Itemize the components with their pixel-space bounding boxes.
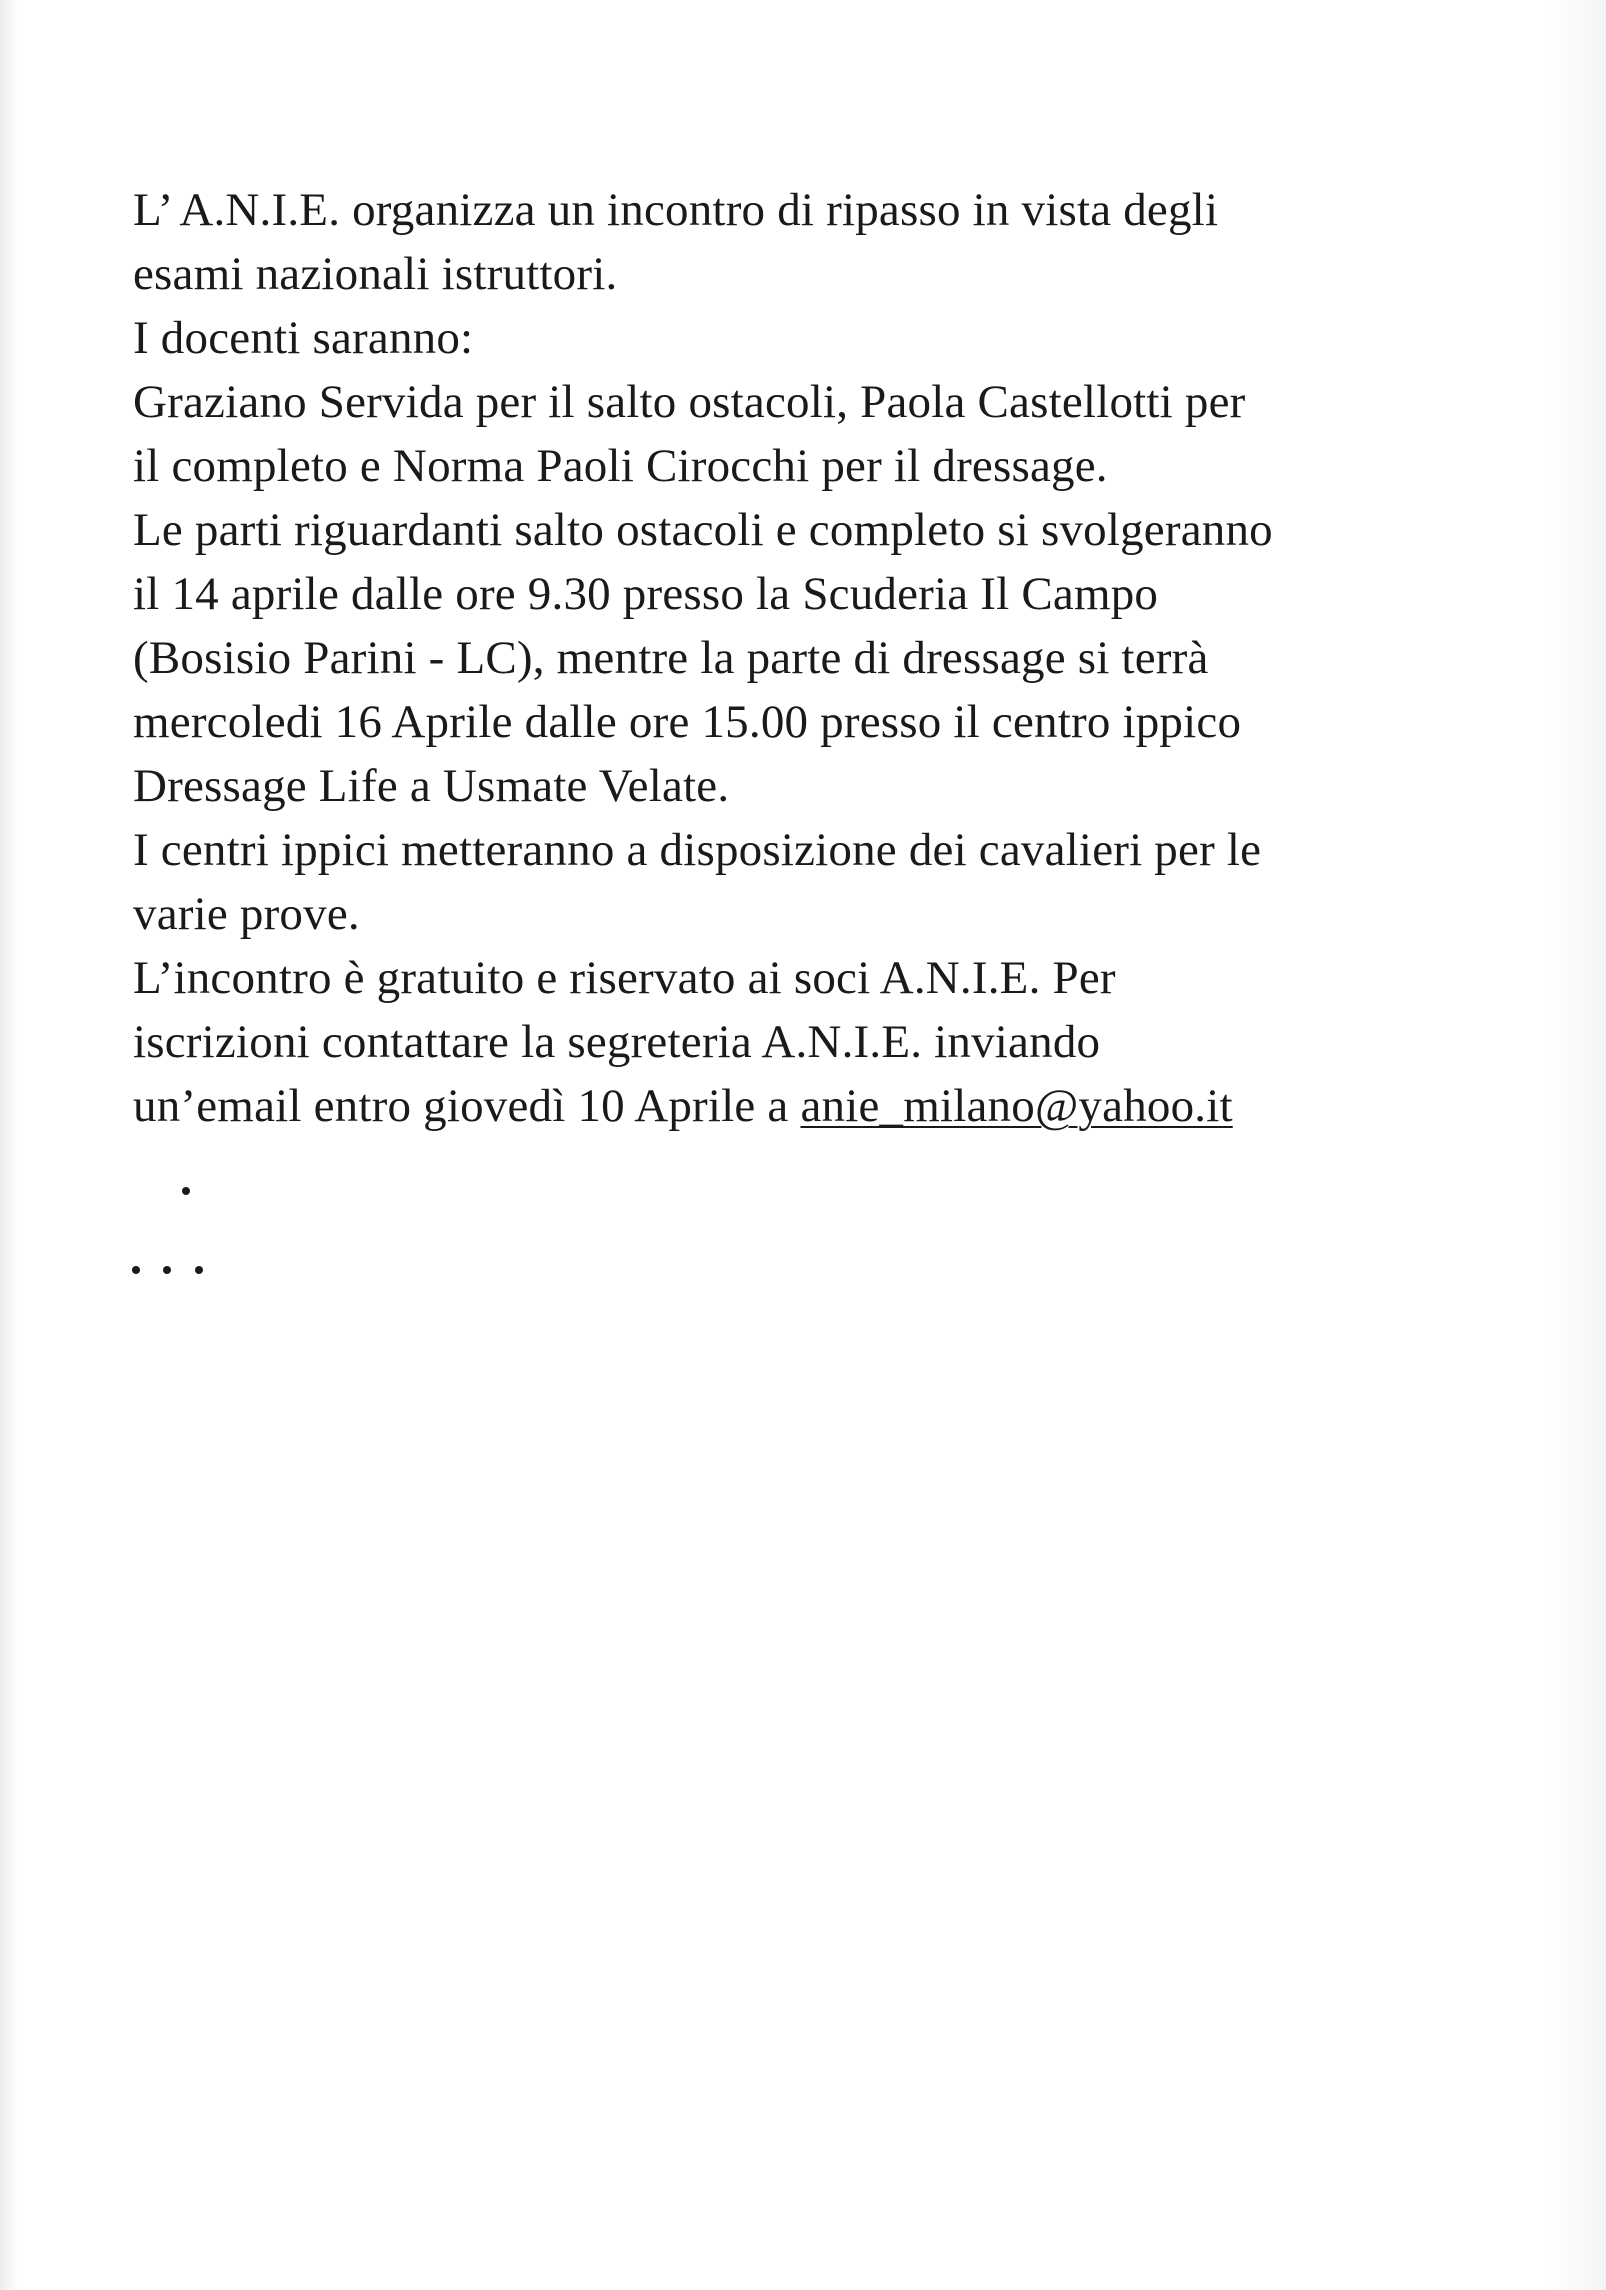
announcement-text [133, 178, 1533, 1138]
text-line: L’incontro è gratuito e riservato ai soci A.N.I.E. Per [133, 952, 1116, 1004]
text-line: esami nazionali istruttori. [133, 248, 618, 300]
bullet-dot [163, 1266, 171, 1274]
scan-edge-shadow-right [1546, 0, 1606, 2290]
text-line: Graziano Servida per il salto ostacoli, Paola Castellotti per [133, 376, 1246, 428]
scan-edge-shadow-left [0, 0, 18, 2290]
text-line: Dressage Life a Usmate Velate. [133, 760, 730, 812]
text-line: L’ A.N.I.E. organizza un incontro di ripasso in vista degli [133, 184, 1219, 236]
text-line: il 14 aprile dalle ore 9.30 presso la Scuderia Il Campo [133, 568, 1159, 620]
email-link[interactable]: anie_milano@yahoo.it [800, 1080, 1233, 1132]
text-line: il completo e Norma Paoli Cirocchi per il dressage. [133, 440, 1108, 492]
text-line: Le parti riguardanti salto ostacoli e completo si svolgeranno [133, 504, 1273, 556]
bullet-dot [132, 1266, 140, 1274]
text-line-last [133, 1074, 1533, 1138]
bullet-dot [195, 1266, 203, 1274]
text-line: varie prove. [133, 888, 360, 940]
text-line: I centri ippici metteranno a disposizione dei cavalieri per le [133, 824, 1262, 876]
text-line: (Bosisio Parini - LC), mentre la parte di dressage si terrà [133, 632, 1209, 684]
text-line: iscrizioni contattare la segreteria A.N.I.E. inviando [133, 1016, 1101, 1068]
text-line: I docenti saranno: [133, 312, 474, 364]
text-line-prefix: un’email entro giovedì 10 Aprile a [133, 1080, 801, 1132]
bullet-dot [182, 1187, 190, 1195]
text-line: mercoledi 16 Aprile dalle ore 15.00 presso il centro ippico [133, 696, 1242, 748]
